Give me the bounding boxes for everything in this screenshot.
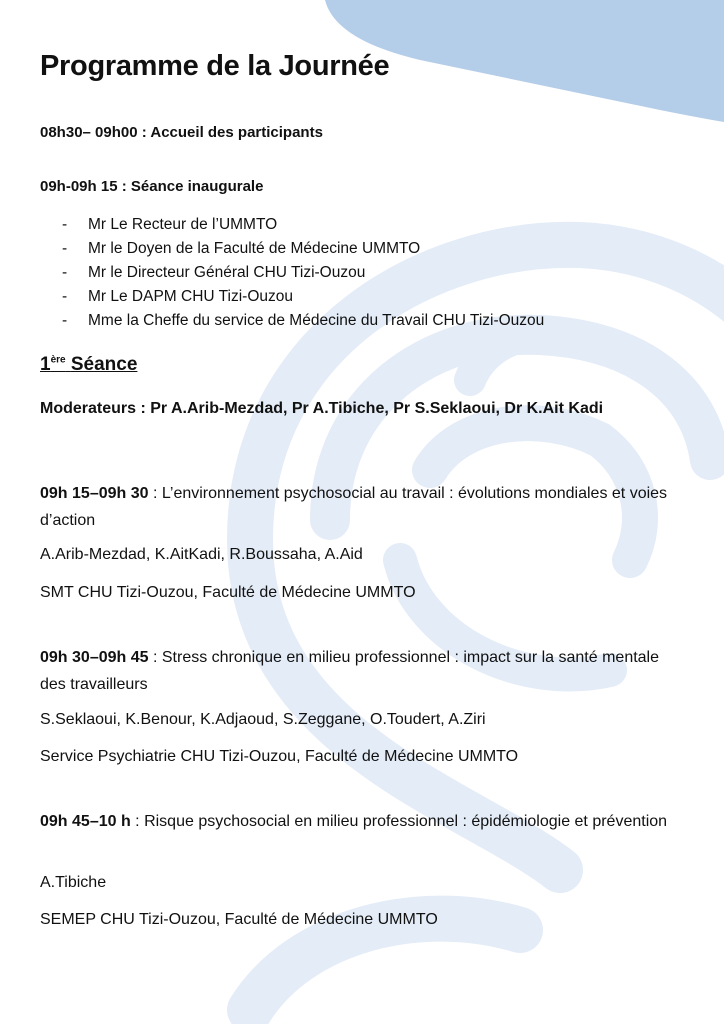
bullet-dash-icon: - (62, 216, 68, 233)
talk-1-authors: A.Arib-Mezdad, K.AitKadi, R.Boussaha, A.Aid (40, 546, 363, 563)
schedule-item-welcome (40, 124, 323, 141)
page-title: Programme de la Journée (40, 50, 390, 82)
talk-3-affiliation: SEMEP CHU Tizi-Ouzou, Faculté de Médecine UMMTO (40, 911, 438, 928)
talk-time: 09h 30–09h 45 (40, 649, 149, 666)
list-item: - Mr Le DAPM CHU Tizi-Ouzou (62, 285, 544, 309)
schedule-time: 08h30– 09h00 : (40, 124, 147, 141)
list-item: - Mr le Doyen de la Faculté de Médecine UMMTO (62, 237, 544, 261)
talk-3-title (40, 808, 680, 835)
talk-subject: : Risque psychosocial en milieu professionnel : épidémiologie et prévention (130, 813, 668, 830)
talk-1-title (40, 480, 680, 534)
bullet-dash-icon: - (62, 240, 68, 257)
talk-time: 09h 15–09h 30 (40, 485, 149, 502)
inaugural-speaker-list (62, 213, 544, 333)
schedule-label: Séance inaugurale (130, 178, 264, 195)
talk-2-authors: S.Seklaoui, K.Benour, K.Adjaoud, S.Zeggane, O.Toudert, A.Ziri (40, 711, 486, 728)
talk-3-authors: A.Tibiche (40, 874, 107, 891)
bullet-dash-icon: - (62, 288, 68, 305)
talk-subject: : L’environnement psychosocial au travail : évolutions mondiales et voies d’action (40, 485, 668, 529)
schedule-label: Accueil des participants (150, 124, 323, 141)
schedule-item-opening (40, 178, 263, 195)
moderators: Moderateurs : Pr A.Arib-Mezdad, Pr A.Tibiche, Pr S.Seklaoui, Dr K.Ait Kadi (40, 400, 604, 417)
list-item: - Mme la Cheffe du service de Médecine du Travail CHU Tizi-Ouzou (62, 309, 544, 333)
session-heading: 1ère Séance (40, 354, 138, 375)
list-item: - Mr Le Recteur de l’UMMTO (62, 213, 544, 237)
bullet-dash-icon: - (62, 264, 68, 281)
talk-2-title (40, 644, 680, 698)
list-item: - Mr le Directeur Général CHU Tizi-Ouzou (62, 261, 544, 285)
talk-1-affiliation: SMT CHU Tizi-Ouzou, Faculté de Médecine UMMTO (40, 584, 416, 601)
talk-subject: : Stress chronique en milieu professionnel : impact sur la santé mentale des travailleurs (40, 649, 660, 693)
schedule-time: 09h-09h 15 : (40, 178, 127, 195)
talk-time: 09h 45–10 h (40, 813, 131, 830)
talk-2-affiliation: Service Psychiatrie CHU Tizi-Ouzou, Faculté de Médecine UMMTO (40, 748, 519, 765)
bullet-dash-icon: - (62, 312, 68, 329)
session-superscript: ère (50, 354, 66, 366)
